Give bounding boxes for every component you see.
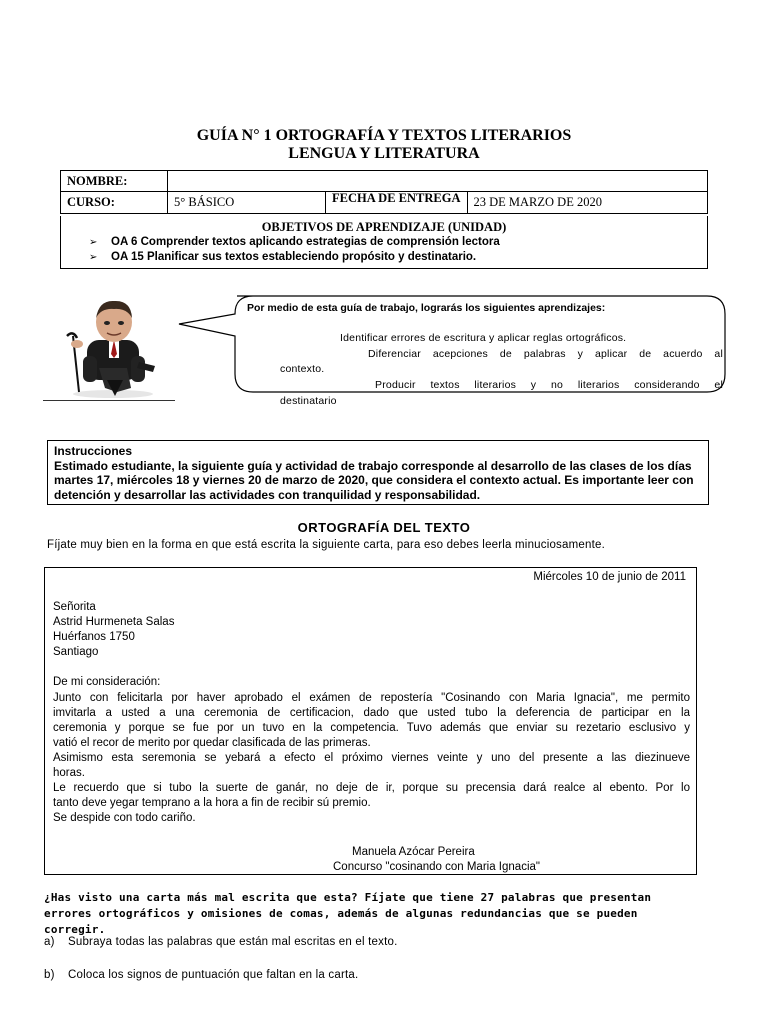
section-title: ORTOGRAFÍA DEL TEXTO (297, 520, 471, 535)
curso-value: 5° BÁSICO (168, 192, 326, 214)
letter-line: Se despide con todo cariño. (53, 812, 196, 824)
document-subtitle: LENGUA Y LITERATURA (288, 145, 480, 162)
letter-line: Señorita (53, 601, 96, 613)
fecha-label-cell (326, 192, 468, 214)
section-intro: Fíjate muy bien en la forma en que está escrita la siguiente carta, para eso debes leerla minuciosamente. (47, 539, 605, 551)
activity-item-b (44, 969, 358, 981)
bubble-item: destinatario (280, 395, 337, 407)
curso-label: CURSO: (61, 192, 168, 214)
arrow-bullet-icon: ➢ (89, 237, 98, 248)
letter-line: imvitarla a usted a una ceremonia de certificacion, dado que usted tubo la deferencia de participar en la (53, 707, 690, 719)
objetivo-item (89, 251, 476, 263)
bubble-item: Producir textos literarios y no literarios considerando el (375, 379, 723, 391)
instrucciones-box (47, 440, 709, 505)
activity-text: Subraya todas las palabras que están mal escritas en el texto. (68, 936, 398, 948)
bubble-item: Diferenciar acepciones de palabras y aplicar de acuerdo al (368, 348, 723, 360)
letter-line: De mi consideración: (53, 676, 161, 688)
objetivo-text: OA 6 Comprender textos aplicando estrategias de comprensión lectora (111, 236, 500, 248)
objetivo-item (89, 236, 500, 248)
objetivos-title: OBJETIVOS DE APRENDIZAJE (UNIDAD) (261, 220, 507, 234)
arrow-bullet-icon: ➢ (89, 252, 98, 263)
document-title: GUÍA N° 1 ORTOGRAFÍA Y TEXTOS LITERARIOS (196, 127, 572, 144)
activity-text: Coloca los signos de puntuación que faltan en la carta. (68, 969, 359, 981)
letter-line: Astrid Hurmeneta Salas (53, 616, 175, 628)
letter-line: Junto con felicitarla por haver aprobado el exámen de repostería "Cosinando con Maria Ignacia", me permito (53, 692, 690, 704)
bubble-item: Identificar errores de escritura y aplicar reglas ortográficos. (340, 332, 627, 344)
objetivos-box (60, 216, 708, 269)
objetivo-text: OA 15 Planificar sus textos estableciendo propósito y destinatario. (111, 251, 477, 263)
activity-letter: b) (44, 969, 55, 981)
activity-letter: a) (44, 936, 55, 948)
letter-line: Asimismo esta seremonia se yebará a efecto el próximo viernes veinte y uno del presente a las diezinueve (53, 752, 690, 764)
bubble-intro: Por medio de esta guía de trabajo, lograrás los siguientes aprendizajes: (247, 302, 606, 314)
fecha-label: FECHA DE ENTREGA (332, 192, 461, 205)
student-info-table (60, 170, 708, 214)
portrait-divider (43, 400, 175, 401)
nombre-field[interactable] (168, 171, 708, 192)
fecha-value: 23 DE MARZO DE 2020 (467, 192, 708, 214)
instrucciones-heading: Instrucciones (54, 444, 133, 458)
letter-line: Santiago (53, 646, 99, 658)
nombre-label: NOMBRE: (61, 171, 168, 192)
letter-line: ceremonia y porque se fue por un tuvo en la competencia. Tuvo además que enviar su rezetario esclusivo y (53, 722, 690, 734)
letter-line: tanto deve yegar temprano a la hora a fin de recibir sú premio. (53, 797, 371, 809)
letter-signature-name: Manuela Azócar Pereira (352, 846, 475, 858)
letter-date: Miércoles 10 de junio de 2011 (533, 571, 686, 583)
letter-signature-contest: Concurso "cosinando con Maria Ignacia" (333, 861, 540, 873)
curso-row (61, 192, 708, 214)
letter-line: Le recuerdo que si tubo la suerte de ganár, no deje de ir, porque su precensia dará realce al ebento. Por lo (53, 782, 690, 794)
activity-item-a (44, 936, 397, 948)
nombre-row (61, 171, 708, 192)
letter-line: Huérfanos 1750 (53, 631, 135, 643)
letter-box (44, 567, 697, 875)
instrucciones-body: Estimado estudiante, la siguiente guía y actividad de trabajo corresponde al desarrollo de las clases de los días martes 17, miércoles 18 y viernes 20 de marzo de 2020, que considera el contexto actual. Es importante leer con detención y desarrollar las actividades con tranquilidad y responsabilidad. (54, 458, 694, 502)
portrait-illustration (43, 296, 175, 400)
bubble-item: contexto. (280, 363, 325, 375)
question-text: ¿Has visto una carta más mal escrita que esta? Fíjate que tiene 27 palabras que presentan errores ortográficos y omisiones de comas, además de algunas redundancias que se pueden corregir. (44, 891, 652, 936)
letter-line: vatió el recor de merito por quedar clasificada de las primeras. (53, 737, 371, 749)
letter-line: horas. (53, 767, 85, 779)
